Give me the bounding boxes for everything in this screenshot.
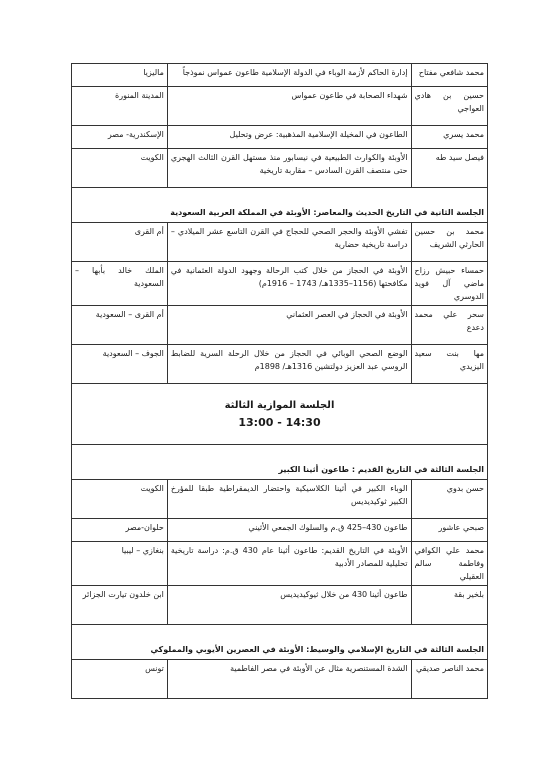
session-heading-row — [72, 625, 488, 660]
program-row — [72, 64, 488, 87]
program-row — [72, 542, 488, 586]
presenter-name: حسين بن هادي العواجي — [411, 87, 487, 126]
session-heading-row — [72, 188, 488, 223]
presenter-name: محمد بن حسين الحارثي الشريف — [411, 223, 487, 262]
presenter-affiliation: المدينة المنورة — [72, 87, 168, 126]
parallel-session-title: الجلسة الموازية الثالثة — [224, 400, 335, 411]
presenter-name: فيصل سيد طه — [411, 149, 487, 188]
program-row — [72, 519, 488, 542]
presenter-affiliation: الكويت — [72, 149, 168, 188]
presenter-affiliation: أم القرى — [72, 223, 168, 262]
program-row — [72, 126, 488, 149]
presenter-affiliation: ماليزيا — [72, 64, 168, 87]
paper-title: الأوبئة في التاريخ القديم: طاعون أثينا عام 430 ق.م: دراسة تاريخية تحليلية للمصادر الأدبية — [167, 542, 411, 586]
paper-title: الأوبئة في الحجاز في العصر العثماني — [167, 306, 411, 345]
presenter-affiliation: الملك خالد بأبها – السعودية — [72, 262, 168, 306]
presenter-name: محمد يسري — [411, 126, 487, 149]
presenter-name: محمد شافعي مفتاح — [411, 64, 487, 87]
presenter-name: سحر علي محمد دعدع — [411, 306, 487, 345]
program-row — [72, 480, 488, 519]
paper-title: إدارة الحاكم لأزمة الوباء في الدولة الإسلامية طاعون عمواس نموذجاً — [167, 64, 411, 87]
program-row — [72, 345, 488, 384]
paper-title: الوضع الصحي الوبائي في الحجاز من خلال الرحلة السرية للضابط الروسي عبد العزيز دولتشين 1316هـ/ 1898م — [167, 345, 411, 384]
presenter-affiliation: حلوان-مصر — [72, 519, 168, 542]
presenter-affiliation: ابن خلدون تيارت الجزائر — [72, 586, 168, 625]
paper-title: الطاعون في المخيلة الإسلامية المذهبية: عرض وتحليل — [167, 126, 411, 149]
session-heading: الجلسة الثانية في التاريخ الحديث والمعاصر: الأوبئة في المملكة العربية السعودية — [72, 188, 488, 223]
program-row — [72, 223, 488, 262]
presenter-name: بلخير بقة — [411, 586, 487, 625]
presenter-name: حمساء حبيش رزاح ماضي آل فويد الدوسري — [411, 262, 487, 306]
presenter-affiliation: أم القرى – السعودية — [72, 306, 168, 345]
session-time: 13:00 - 14:30 — [238, 416, 321, 429]
presenter-name: محمد علي الكوافي وفاطمة سالم العقيلي — [411, 542, 487, 586]
parallel-session-block — [72, 384, 488, 445]
program-row — [72, 660, 488, 699]
paper-title: الأوبئة في الحجاز من خلال كتب الرحالة وجهود الدولة العثمانية في مكافحتها (1156–1335هـ/ 1743 – 1916م) — [167, 262, 411, 306]
program-row — [72, 586, 488, 625]
program-row — [72, 149, 488, 188]
presenter-name: صبحي عاشور — [411, 519, 487, 542]
paper-title: شهداء الصحابة في طاعون عمواس — [167, 87, 411, 126]
paper-title: الشدة المستنصرية مثال عن الأوبئة في مصر الفاطمية — [167, 660, 411, 699]
paper-title: الوباء الكبير في أثينا الكلاسيكية واحتضار الديمقراطية طبقا للمؤرخ الكبير ثوكيديديس — [167, 480, 411, 519]
presenter-affiliation: الجوف – السعودية — [72, 345, 168, 384]
session-heading: الجلسة الثالثة في التاريخ الإسلامي والوسيط: الأوبئة في العصرين الأيوبي والمملوكي — [72, 625, 488, 660]
program-row — [72, 87, 488, 126]
paper-title: تفشي الأوبئة والحجر الصحي للحجاج في القرن التاسع عشر الميلادي – دراسة تاريخية حضارية — [167, 223, 411, 262]
program-table — [71, 63, 488, 699]
paper-title: الأوبئة والكوارث الطبيعية في نيسابور منذ مستهل القرن الثالث الهجري حتى منتصف القرن السادس – مقاربة تاريخية — [167, 149, 411, 188]
paper-title: طاعون 430–425 ق.م والسلوك الجمعي الأثيني — [167, 519, 411, 542]
program-row — [72, 306, 488, 345]
session-heading: الجلسة الثالثة في التاريخ القديم : طاعون أثينا الكبير — [72, 445, 488, 480]
presenter-affiliation: تونس — [72, 660, 168, 699]
program-row — [72, 262, 488, 306]
program-sheet — [71, 63, 488, 699]
presenter-name: حسن بدوي — [411, 480, 487, 519]
session-heading-row — [72, 445, 488, 480]
paper-title: طاعون أثينا 430 من خلال ثيوكيديديس — [167, 586, 411, 625]
presenter-affiliation: الكويت — [72, 480, 168, 519]
presenter-name: محمد الناصر صديقي — [411, 660, 487, 699]
presenter-affiliation: بنغازي – ليبيا — [72, 542, 168, 586]
presenter-affiliation: الإسكندرية- مصر — [72, 126, 168, 149]
presenter-name: مها بنت سعيد اليزيدي — [411, 345, 487, 384]
